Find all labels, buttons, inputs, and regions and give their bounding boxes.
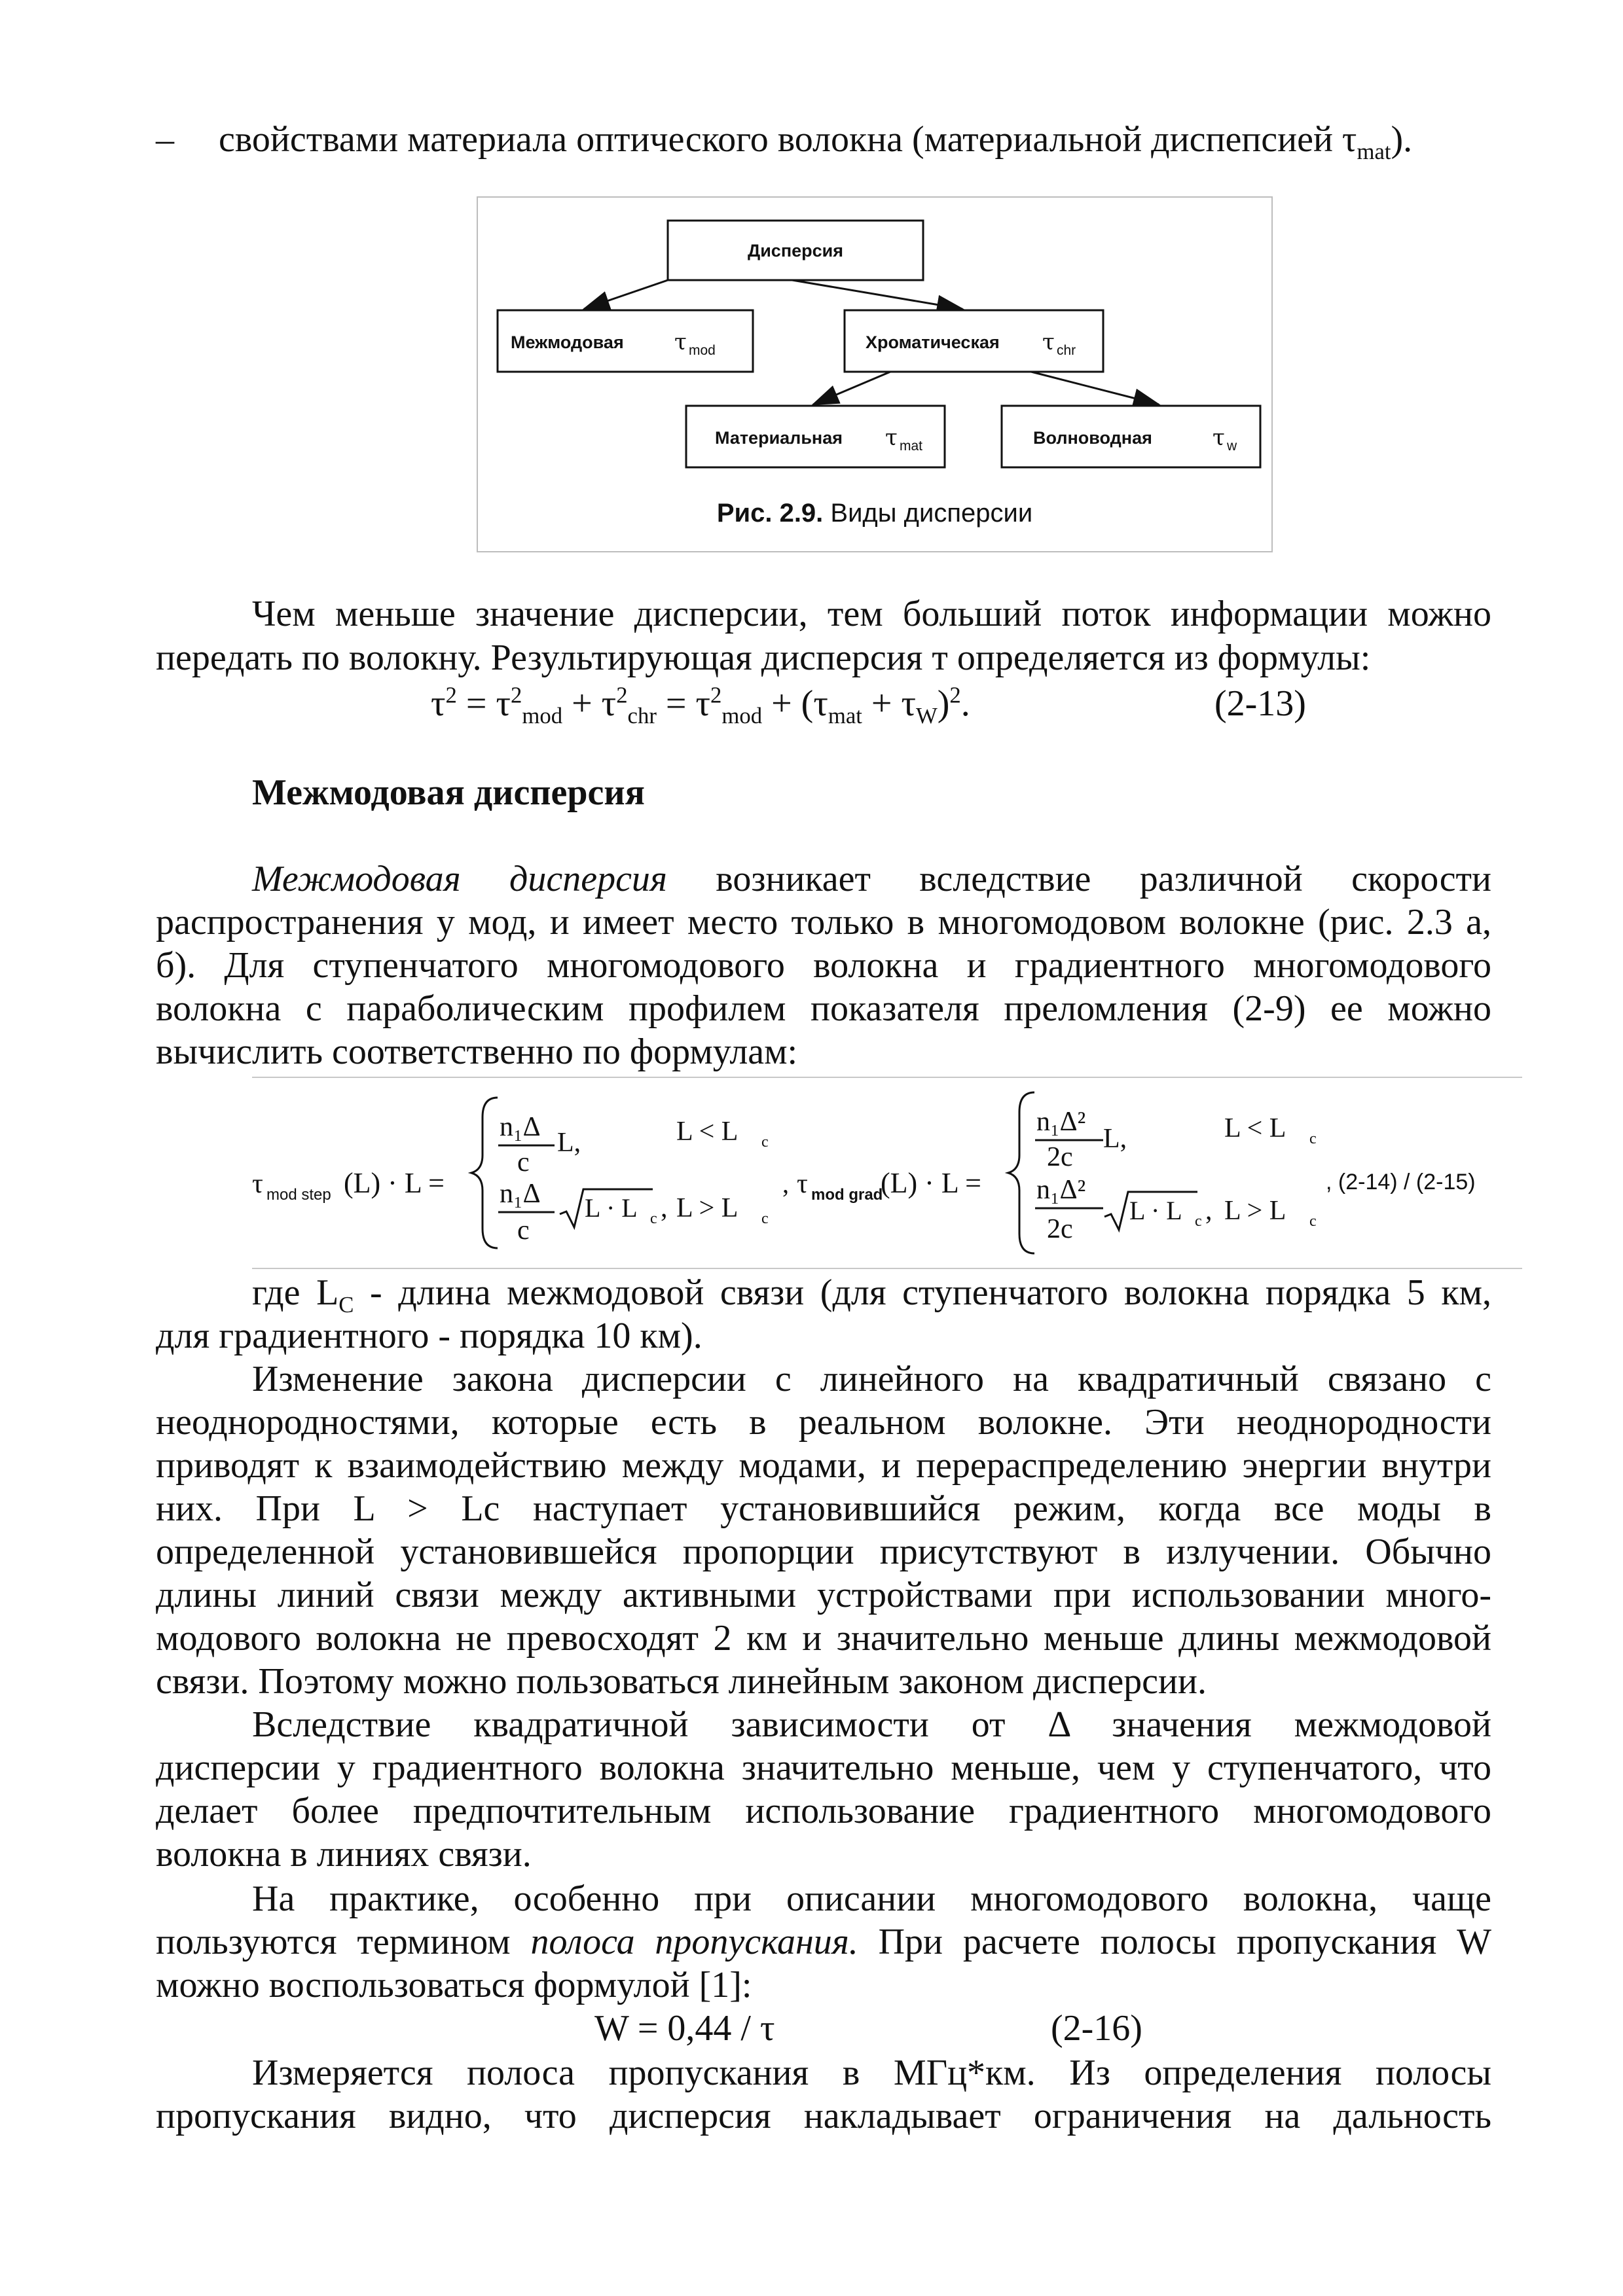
para4-line7: модового волокна не превосходят 2 км и значительно меньше длины межмодовой (156, 1618, 1491, 1659)
eq13-mod-b: mod (721, 703, 763, 729)
fx-step-lhs: (L) · L = (344, 1167, 445, 1199)
eq13-sq-b: 2 (510, 682, 522, 708)
equation-2-13-number: (2-13) (1214, 683, 1306, 724)
para5-line4: волокна в линиях связи. (156, 1834, 532, 1874)
fx-step-cond1-sub: c (761, 1134, 769, 1151)
box-waveguide-label: Волноводная (1033, 428, 1152, 448)
fx-step-num1: n₁Δ (500, 1112, 541, 1142)
para6-pre: пользуются термином (156, 1922, 531, 1962)
para3-line1 (252, 1271, 1492, 1318)
fx-grad-cond2: L > L (1224, 1196, 1286, 1226)
para6-line3: можно воспользоваться формулой [1]: (156, 1965, 752, 2005)
fx-step-num2: n₁Δ (500, 1179, 541, 1209)
box-intermodal-tau: τ (674, 329, 687, 355)
para2-w1: Межмодовая (252, 859, 461, 899)
para2-line3: б). Для ступенчатого многомодового волокна и градиентного многомодового (156, 945, 1491, 986)
para2-line1 (252, 857, 1491, 901)
box-material (686, 406, 945, 467)
box-intermodal-sub: mod (689, 343, 716, 358)
para6-line1: На практике, особенно при описании многомодового волокна, чаще (252, 1878, 1491, 1919)
fx-grad-num1: n₁Δ² (1036, 1107, 1086, 1137)
fx-separator: , (782, 1169, 789, 1198)
eq13-w: W (915, 703, 938, 729)
equation-2-16-number: (2-16) (1051, 2008, 1142, 2049)
arrow-root-to-chromatic (792, 280, 962, 309)
para4-line3: приводят к взаимодействию между модами, и перераспределению энергии внутри (156, 1445, 1491, 1486)
eq13-sq-c: 2 (616, 682, 628, 708)
para7-line2: пропускания видно, что дисперсия накладывает ограничения на дальность (156, 2096, 1491, 2136)
eq13-tau-c: τ (601, 683, 617, 724)
bullet-line-material (156, 118, 1491, 165)
para3-line2: для градиентного - порядка 10 км). (156, 1316, 702, 1356)
eq13-chr: chr (627, 703, 657, 729)
fx-step-den2: c (517, 1215, 530, 1246)
box-dispersion (668, 221, 923, 280)
para4-line2: неоднородностями, которые есть в реальном волокне. Эти неоднородности (156, 1402, 1491, 1443)
fx-step-comma: , (661, 1193, 668, 1223)
fx-grad-sqrt-sub: c (1195, 1213, 1202, 1230)
para4-line5: определенной установившейся пропорции присутствуют в излучении. Обычно (156, 1532, 1491, 1572)
para1-line1: Чем меньше значение дисперсии, тем больший поток информации можно (252, 594, 1491, 634)
eq13-open: + (τ (762, 683, 828, 724)
bullet-end: ). (1391, 119, 1413, 160)
eq13-sq-a: 2 (445, 682, 457, 708)
box-chromatic (845, 310, 1103, 372)
para2-w2: дисперсия (509, 859, 667, 899)
figure-caption (478, 499, 1271, 528)
fx-grad-comma: , (1205, 1196, 1213, 1226)
para2-w4: вследствие (919, 859, 1091, 899)
figure-caption-label: Рис. 2.9. (716, 499, 824, 528)
para3-pre: где L (252, 1272, 339, 1313)
section-heading: Межмодовая дисперсия (252, 772, 645, 813)
dispersion-types-figure (477, 196, 1273, 552)
eq13-close: ) (937, 683, 950, 724)
fx-step-sqrt-arg: L · L (585, 1193, 638, 1223)
para6-post: При расчете полосы пропускания W (858, 1922, 1491, 1962)
eq13-eq-a: = (456, 683, 496, 724)
fx-grad-den2: 2c (1047, 1214, 1073, 1244)
fx-step-L1: L, (557, 1128, 581, 1158)
para5-line1: Вследствие квадратичной зависимости от Δ значения межмодовой (252, 1704, 1491, 1745)
para2-line2: распространения у мод, и имеет место только в многомодовом волокне (рис. 2.3 а, (156, 902, 1491, 942)
box-waveguide (1002, 406, 1260, 467)
eq13-mod-a: mod (522, 703, 563, 729)
fx-grad-cond1-sub: c (1309, 1130, 1317, 1147)
eq13-plus-a: + (562, 683, 602, 724)
eq13-plus-b: + τ (862, 683, 916, 724)
box-waveguide-tau: τ (1213, 425, 1225, 451)
formula-svg (252, 1078, 1522, 1268)
para2-line4: волокна с параболическим профилем показателя преломления (2-9) ее можно (156, 988, 1491, 1029)
fx-tau-grad: τ (797, 1169, 808, 1199)
eq13-tau-a: τ (431, 683, 446, 724)
arrow-chromatic-to-waveguide (1031, 372, 1159, 404)
box-material-sub: mat (900, 439, 923, 454)
eq13-end: . (960, 683, 970, 724)
box-intermodal-label: Межмодовая (511, 332, 624, 352)
fx-step-cond1: L < L (676, 1117, 739, 1147)
dispersion-tree-diagram (478, 198, 1271, 499)
eq13-sq-d: 2 (710, 682, 722, 708)
para6-italic-term: полоса пропускания. (530, 1922, 858, 1962)
arrow-chromatic-to-material (813, 372, 890, 404)
box-chromatic-label: Хроматическая (866, 332, 1000, 352)
para7-line1: Измеряется полоса пропускания в МГц*км. Из определения полосы (252, 2053, 1491, 2093)
fx-step-den1: c (517, 1147, 530, 1177)
bullet-sub: mat (1357, 139, 1391, 165)
bullet-text: свойствами материала оптического волокна (материальной диспепсией τ (219, 119, 1357, 160)
para2-w6: скорости (1351, 859, 1491, 899)
para1-line2: передать по волокну. Результирующая дисперсия т определяется из формулы: (156, 637, 1371, 678)
fx-tau-step: τ (252, 1169, 263, 1199)
para4-line6: длины линий связи между активными устройствами при использовании много- (156, 1575, 1491, 1615)
box-waveguide-sub: w (1227, 439, 1237, 454)
formula-2-14-2-15 (252, 1077, 1522, 1269)
para4-line4: них. При L > Lc наступает установившийся режим, когда все моды в (156, 1488, 1491, 1529)
fx-grad-den1: 2c (1047, 1142, 1073, 1172)
fx-step-brace (471, 1098, 498, 1248)
fx-grad-sub: mod grad (811, 1186, 883, 1204)
bullet-dash: – (156, 119, 174, 160)
para5-line2: дисперсии у градиентного волокна значительно меньше, чем у ступенчатого, что (156, 1748, 1491, 1788)
para2-line5: вычислить соответственно по формулам: (156, 1031, 798, 1072)
fx-grad-cond2-sub: c (1309, 1213, 1317, 1230)
box-material-label: Материальная (715, 428, 843, 448)
fx-grad-L1: L, (1103, 1124, 1127, 1154)
fx-grad-num2: n₁Δ² (1036, 1175, 1086, 1205)
fx-grad-cond1: L < L (1224, 1113, 1286, 1143)
box-dispersion-label: Дисперсия (747, 241, 844, 260)
para5-line3: делает более предпочтительным использование градиентного многомодового (156, 1791, 1491, 1831)
eq13-mat: mat (828, 703, 862, 729)
eq13-eq-b: = (656, 683, 696, 724)
fx-grad-brace (1008, 1092, 1034, 1253)
para2-w5: различной (1139, 859, 1303, 899)
fx-grad-sqrt-arg: L · L (1129, 1196, 1182, 1225)
para4-line1: Изменение закона дисперсии с линейного на квадратичный связано с (252, 1359, 1491, 1399)
fx-step-sqrt-sub: c (650, 1210, 657, 1227)
arrow-root-to-intermodal (584, 280, 668, 309)
eq13-sq-e: 2 (949, 682, 961, 708)
box-intermodal (498, 310, 753, 372)
fx-step-sub: mod step (266, 1186, 331, 1204)
fx-step-cond2: L > L (676, 1193, 739, 1223)
eq13-tau-d: τ (695, 683, 710, 724)
fx-step-cond2-sub: c (761, 1210, 769, 1227)
equation-2-13 (431, 682, 1151, 729)
para6-line2 (156, 1920, 1491, 1964)
eq13-tau-b: τ (496, 683, 511, 724)
fx-grad-lhs: (L) · L = (881, 1167, 981, 1199)
para3-post: - длина межмодовой связи (для ступенчатого волокна порядка 5 км, (354, 1272, 1492, 1313)
box-chromatic-tau: τ (1042, 329, 1055, 355)
equation-2-16: W = 0,44 / τ (594, 2008, 775, 2049)
box-material-tau: τ (885, 425, 898, 451)
para4-line8: связи. Поэтому можно пользоваться линейным законом дисперсии. (156, 1661, 1207, 1702)
box-chromatic-sub: chr (1057, 343, 1076, 358)
figure-caption-text: Виды дисперсии (823, 499, 1033, 528)
para3-sub: C (338, 1292, 354, 1318)
para2-w3: возникает (716, 859, 871, 899)
fx-number: , (2-14) / (2-15) (1326, 1170, 1476, 1194)
